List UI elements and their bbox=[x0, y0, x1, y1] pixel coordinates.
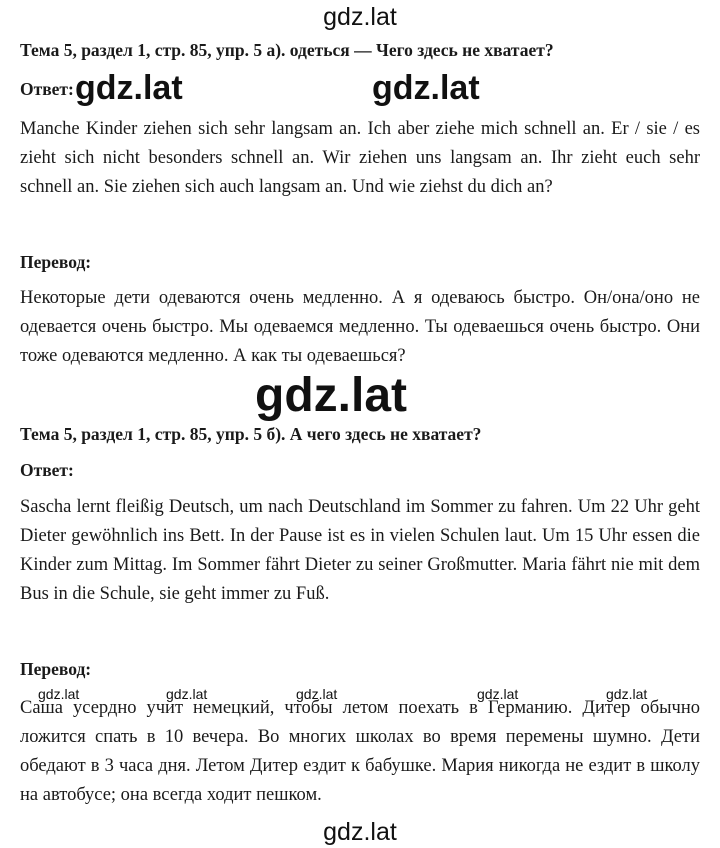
exercise-a-answer-label: Ответ: bbox=[20, 79, 74, 99]
watermark-inline-2: gdz.lat bbox=[372, 69, 480, 107]
watermark-small: gdz.lat bbox=[38, 686, 80, 702]
watermark-small: gdz.lat bbox=[477, 686, 519, 702]
exercise-b-translation-text: Саша усердно учит немецкий, чтобы летом поехать в Германию. Дитер обычно ложится спать в 10 вечера. Во многих школах во время перемены шумно. Дети обедают в 3 часа дня. Летом Дитер ездит к бабушке. Мария никогда не ездит в школу на автобусе; она всегда ходит пешком. bbox=[20, 698, 700, 805]
watermark-small: gdz.lat bbox=[166, 686, 208, 702]
watermark-top: gdz.lat bbox=[323, 3, 397, 31]
watermark-center: gdz.lat bbox=[255, 369, 407, 422]
exercise-a-heading: Тема 5, раздел 1, стр. 85, упр. 5 а). одеться — Чего здесь не хватает? bbox=[20, 40, 554, 60]
watermark-small: gdz.lat bbox=[606, 686, 648, 702]
exercise-a-answer-text: Manche Kinder ziehen sich sehr langsam an. Ich aber ziehe mich schnell an. Er / sie / es zieht sich nicht besonders schnell an. Wir ziehen uns langsam an. Ihr zieht euch sehr schnell an. Sie ziehen sich auch langsam an. Und wie ziehst du dich an? bbox=[20, 119, 700, 197]
exercise-b-answer-label: Ответ: bbox=[20, 460, 74, 480]
exercise-b-translation-label: Перевод: bbox=[20, 659, 92, 679]
exercise-a-translation-label: Перевод: bbox=[20, 252, 92, 272]
exercise-b-heading: Тема 5, раздел 1, стр. 85, упр. 5 б). А чего здесь не хватает? bbox=[20, 424, 482, 444]
watermark-bottom: gdz.lat bbox=[323, 818, 397, 846]
watermark-small: gdz.lat bbox=[296, 686, 338, 702]
exercise-a-translation-text: Некоторые дети одеваются очень медленно. А я одеваюсь быстро. Он/она/оно не одевается очень быстро. Мы одеваемся медленно. Ты одеваешься очень быстро. Они тоже одеваются медленно. А как ты одеваешься? bbox=[20, 288, 700, 366]
exercise-b-answer-text: Sascha lernt fleißig Deutsch, um nach Deutschland im Sommer zu fahren. Um 22 Uhr geht Dieter gewöhnlich ins Bett. In der Pause ist es in vielen Schulen laut. Um 15 Uhr essen die Kinder zum Mittag. Im Sommer fährt Dieter zu seiner Großmutter. Maria fährt nie mit dem Bus in die Schule, sie geht immer zu Fuß. bbox=[20, 497, 700, 604]
watermark-inline-1: gdz.lat bbox=[75, 69, 183, 107]
